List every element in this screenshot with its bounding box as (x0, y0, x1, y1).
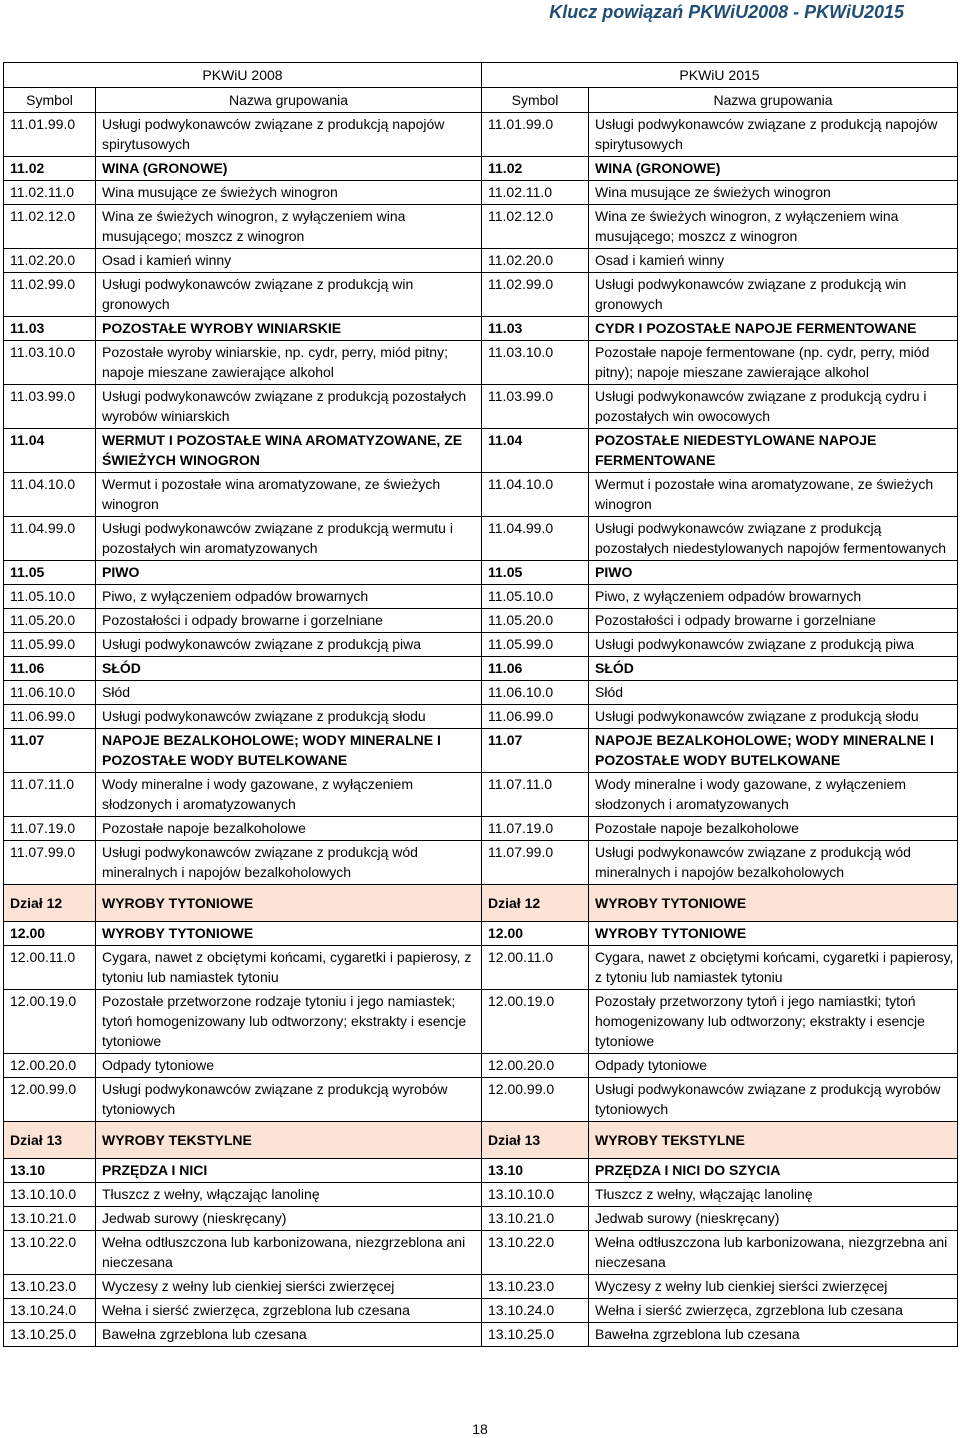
table-row (4, 157, 958, 181)
table-row (4, 317, 958, 341)
symbol-old-cell: 11.06 (4, 657, 96, 681)
table-row (4, 657, 958, 681)
name-new-cell: Cygara, nawet z obciętymi końcami, cygaretki i papierosy, z tytoniu lub namiastek tytoniu (589, 946, 958, 990)
symbol-new-cell: 12.00.19.0 (482, 990, 589, 1054)
name-new-cell: Wełna i sierść zwierzęca, zgrzeblona lub czesana (589, 1299, 958, 1323)
table-body (4, 113, 958, 1347)
name-old-cell: Usługi podwykonawców związane z produkcją pozostałych wyrobów winiarskich (96, 385, 482, 429)
symbol-old-cell: 11.06.10.0 (4, 681, 96, 705)
symbol-new-cell: 11.02 (482, 157, 589, 181)
name-new-header: Nazwa grupowania (589, 88, 958, 113)
name-new-cell: Piwo, z wyłączeniem odpadów browarnych (589, 585, 958, 609)
table-row (4, 249, 958, 273)
name-old-cell: WINA (GRONOWE) (96, 157, 482, 181)
symbol-old-cell: 11.04 (4, 429, 96, 473)
table-row (4, 729, 958, 773)
table-row (4, 1159, 958, 1183)
name-new-cell: WINA (GRONOWE) (589, 157, 958, 181)
symbol-old-cell: 11.02.20.0 (4, 249, 96, 273)
section-row (4, 1122, 958, 1159)
symbol-new-cell: 13.10.10.0 (482, 1183, 589, 1207)
name-new-cell: Tłuszcz z wełny, włączając lanolinę (589, 1183, 958, 1207)
name-old-cell: Usługi podwykonawców związane z produkcją słodu (96, 705, 482, 729)
table-row (4, 609, 958, 633)
name-new-cell: PIWO (589, 561, 958, 585)
name-old-cell: Pozostałe przetworzone rodzaje tytoniu i jego namiastek; tytoń homogenizowany lub odtworzony; ekstrakty i esencje tytoniowe (96, 990, 482, 1054)
name-new-cell: Usługi podwykonawców związane z produkcją pozostałych niedestylowanych napojów fermentowanych (589, 517, 958, 561)
table-row (4, 841, 958, 885)
symbol-new-cell: 11.04.10.0 (482, 473, 589, 517)
symbol-old-cell: 12.00.20.0 (4, 1054, 96, 1078)
table-row (4, 1207, 958, 1231)
symbol-old-cell: 13.10.21.0 (4, 1207, 96, 1231)
table-row (4, 1054, 958, 1078)
table-row (4, 1183, 958, 1207)
symbol-new-cell: 11.04 (482, 429, 589, 473)
classification-key-table (3, 62, 958, 1347)
name-new-cell: Usługi podwykonawców związane z produkcją słodu (589, 705, 958, 729)
name-new-cell: Pozostały przetworzony tytoń i jego namiastki; tytoń homogenizowany lub odtworzony; ekstrakty i esencje tytoniowe (589, 990, 958, 1054)
name-new-cell: Wermut i pozostałe wina aromatyzowane, ze świeżych winogron (589, 473, 958, 517)
symbol-new-cell: 13.10 (482, 1159, 589, 1183)
name-old-cell: POZOSTAŁE WYROBY WINIARSKIE (96, 317, 482, 341)
name-new-cell: Usługi podwykonawców związane z produkcją wyrobów tytoniowych (589, 1078, 958, 1122)
name-new-cell: Wyczesy z wełny lub cienkiej sierści zwierzęcej (589, 1275, 958, 1299)
table-row (4, 946, 958, 990)
symbol-new-cell: 11.01.99.0 (482, 113, 589, 157)
table-row (4, 1231, 958, 1275)
symbol-old-cell: 11.05.99.0 (4, 633, 96, 657)
section-row (4, 885, 958, 922)
table-row (4, 681, 958, 705)
symbol-old-cell: 13.10 (4, 1159, 96, 1183)
table-row (4, 1275, 958, 1299)
name-old-cell: Bawełna zgrzeblona lub czesana (96, 1323, 482, 1347)
symbol-old-cell: 11.02 (4, 157, 96, 181)
name-new-cell: Pozostałe napoje fermentowane (np. cydr, perry, miód pitny); napoje mieszane zawierające alkohol (589, 341, 958, 385)
symbol-old-cell: 13.10.22.0 (4, 1231, 96, 1275)
table-row (4, 773, 958, 817)
name-new-cell: SŁÓD (589, 657, 958, 681)
column-header-row (4, 88, 958, 113)
table-row (4, 705, 958, 729)
table-row (4, 517, 958, 561)
name-old-cell: Wyczesy z wełny lub cienkiej sierści zwierzęcej (96, 1275, 482, 1299)
name-old-cell: Usługi podwykonawców związane z produkcją napojów spirytusowych (96, 113, 482, 157)
table-row (4, 817, 958, 841)
name-old-cell: WYROBY TYTONIOWE (96, 922, 482, 946)
symbol-old-cell: 13.10.25.0 (4, 1323, 96, 1347)
symbol-old-cell: Dział 12 (4, 885, 96, 922)
name-new-cell: Wina ze świeżych winogron, z wyłączeniem wina musującego; moszcz z winogron (589, 205, 958, 249)
symbol-old-cell: 11.03.10.0 (4, 341, 96, 385)
symbol-new-cell: 13.10.25.0 (482, 1323, 589, 1347)
name-new-cell: WYROBY TEKSTYLNE (589, 1122, 958, 1159)
name-old-cell: SŁÓD (96, 657, 482, 681)
symbol-old-cell: 11.05.20.0 (4, 609, 96, 633)
symbol-new-cell: 11.05 (482, 561, 589, 585)
name-new-cell: Pozostałości i odpady browarne i gorzelniane (589, 609, 958, 633)
name-old-cell: Usługi podwykonawców związane z produkcją wód mineralnych i napojów bezalkoholowych (96, 841, 482, 885)
symbol-old-cell: 11.04.10.0 (4, 473, 96, 517)
symbol-new-cell: 11.07.19.0 (482, 817, 589, 841)
symbol-old-header: Symbol (4, 88, 96, 113)
table-row (4, 561, 958, 585)
classification-header-row (4, 63, 958, 88)
name-old-cell: Usługi podwykonawców związane z produkcją wyrobów tytoniowych (96, 1078, 482, 1122)
symbol-old-cell: 11.05.10.0 (4, 585, 96, 609)
symbol-new-cell: 11.06.10.0 (482, 681, 589, 705)
symbol-old-cell: 11.03 (4, 317, 96, 341)
symbol-new-header: Symbol (482, 88, 589, 113)
symbol-new-cell: 13.10.23.0 (482, 1275, 589, 1299)
symbol-new-cell: 13.10.24.0 (482, 1299, 589, 1323)
symbol-new-cell: 11.07.99.0 (482, 841, 589, 885)
name-new-cell: POZOSTAŁE NIEDESTYLOWANE NAPOJE FERMENTOWANE (589, 429, 958, 473)
table-row (4, 385, 958, 429)
old-classification-header: PKWiU 2008 (4, 63, 482, 88)
name-new-cell: Odpady tytoniowe (589, 1054, 958, 1078)
new-classification-header: PKWiU 2015 (482, 63, 958, 88)
name-old-cell: Pozostałości i odpady browarne i gorzelniane (96, 609, 482, 633)
name-new-cell: Usługi podwykonawców związane z produkcją piwa (589, 633, 958, 657)
name-old-cell: Usługi podwykonawców związane z produkcją win gronowych (96, 273, 482, 317)
name-old-cell: Odpady tytoniowe (96, 1054, 482, 1078)
name-new-cell: Pozostałe napoje bezalkoholowe (589, 817, 958, 841)
symbol-new-cell: 11.06.99.0 (482, 705, 589, 729)
name-old-cell: Pozostałe napoje bezalkoholowe (96, 817, 482, 841)
table-row (4, 1299, 958, 1323)
symbol-old-cell: 12.00 (4, 922, 96, 946)
symbol-new-cell: 11.02.99.0 (482, 273, 589, 317)
name-old-cell: Cygara, nawet z obciętymi końcami, cygaretki i papierosy, z tytoniu lub namiastek tytoniu (96, 946, 482, 990)
symbol-new-cell: 12.00.20.0 (482, 1054, 589, 1078)
symbol-new-cell: 12.00.11.0 (482, 946, 589, 990)
symbol-new-cell: 11.06 (482, 657, 589, 681)
name-old-cell: PRZĘDZA I NICI (96, 1159, 482, 1183)
table-row (4, 473, 958, 517)
name-old-cell: Jedwab surowy (nieskręcany) (96, 1207, 482, 1231)
page-number: 18 (472, 1421, 488, 1437)
symbol-old-cell: 11.07 (4, 729, 96, 773)
symbol-new-cell: 11.05.99.0 (482, 633, 589, 657)
table-row (4, 273, 958, 317)
symbol-new-cell: 12.00.99.0 (482, 1078, 589, 1122)
symbol-new-cell: 11.07.11.0 (482, 773, 589, 817)
table-row (4, 922, 958, 946)
name-old-cell: Słód (96, 681, 482, 705)
name-old-cell: WYROBY TEKSTYLNE (96, 1122, 482, 1159)
symbol-new-cell: 11.05.10.0 (482, 585, 589, 609)
table-row (4, 633, 958, 657)
name-new-cell: Bawełna zgrzeblona lub czesana (589, 1323, 958, 1347)
table-row (4, 1078, 958, 1122)
symbol-old-cell: 13.10.23.0 (4, 1275, 96, 1299)
symbol-new-cell: 12.00 (482, 922, 589, 946)
table-row (4, 990, 958, 1054)
symbol-new-cell: 11.02.20.0 (482, 249, 589, 273)
page-header-title: Klucz powiązań PKWiU2008 - PKWiU2015 (549, 2, 904, 22)
table-row (4, 181, 958, 205)
symbol-old-cell: 11.05 (4, 561, 96, 585)
name-new-cell: Usługi podwykonawców związane z produkcją napojów spirytusowych (589, 113, 958, 157)
symbol-new-cell: 11.07 (482, 729, 589, 773)
name-old-header: Nazwa grupowania (96, 88, 482, 113)
name-old-cell: PIWO (96, 561, 482, 585)
symbol-old-cell: 12.00.99.0 (4, 1078, 96, 1122)
symbol-old-cell: 11.02.11.0 (4, 181, 96, 205)
symbol-new-cell: 11.03.10.0 (482, 341, 589, 385)
name-old-cell: Wina ze świeżych winogron, z wyłączeniem wina musującego; moszcz z winogron (96, 205, 482, 249)
name-old-cell: Usługi podwykonawców związane z produkcją wermutu i pozostałych win aromatyzowanych (96, 517, 482, 561)
name-old-cell: WYROBY TYTONIOWE (96, 885, 482, 922)
symbol-old-cell: 11.01.99.0 (4, 113, 96, 157)
symbol-new-cell: 13.10.22.0 (482, 1231, 589, 1275)
symbol-old-cell: 13.10.24.0 (4, 1299, 96, 1323)
symbol-new-cell: 11.05.20.0 (482, 609, 589, 633)
symbol-old-cell: 11.03.99.0 (4, 385, 96, 429)
name-old-cell: Wody mineralne i wody gazowane, z wyłączeniem słodzonych i aromatyzowanych (96, 773, 482, 817)
name-new-cell: Osad i kamień winny (589, 249, 958, 273)
symbol-old-cell: 11.07.99.0 (4, 841, 96, 885)
name-old-cell: Pozostałe wyroby winiarskie, np. cydr, perry, miód pitny; napoje mieszane zawierające alkohol (96, 341, 482, 385)
name-new-cell: Usługi podwykonawców związane z produkcją cydru i pozostałych win owocowych (589, 385, 958, 429)
symbol-new-cell: 13.10.21.0 (482, 1207, 589, 1231)
name-new-cell: WYROBY TYTONIOWE (589, 922, 958, 946)
symbol-old-cell: Dział 13 (4, 1122, 96, 1159)
symbol-old-cell: 13.10.10.0 (4, 1183, 96, 1207)
symbol-old-cell: 11.02.12.0 (4, 205, 96, 249)
name-old-cell: Tłuszcz z wełny, włączając lanolinę (96, 1183, 482, 1207)
name-new-cell: Usługi podwykonawców związane z produkcją win gronowych (589, 273, 958, 317)
table-row (4, 1323, 958, 1347)
table-row (4, 341, 958, 385)
table-row (4, 113, 958, 157)
name-new-cell: Jedwab surowy (nieskręcany) (589, 1207, 958, 1231)
name-new-cell: Wina musujące ze świeżych winogron (589, 181, 958, 205)
symbol-old-cell: 12.00.11.0 (4, 946, 96, 990)
name-new-cell: Usługi podwykonawców związane z produkcją wód mineralnych i napojów bezalkoholowych (589, 841, 958, 885)
name-new-cell: Wełna odtłuszczona lub karbonizowana, niezgrzebna ani nieczesana (589, 1231, 958, 1275)
name-new-cell: NAPOJE BEZALKOHOLOWE; WODY MINERALNE I POZOSTAŁE WODY BUTELKOWANE (589, 729, 958, 773)
table-row (4, 429, 958, 473)
name-old-cell: Wina musujące ze świeżych winogron (96, 181, 482, 205)
name-new-cell: WYROBY TYTONIOWE (589, 885, 958, 922)
symbol-old-cell: 11.04.99.0 (4, 517, 96, 561)
name-old-cell: Wermut i pozostałe wina aromatyzowane, ze świeżych winogron (96, 473, 482, 517)
symbol-new-cell: Dział 13 (482, 1122, 589, 1159)
symbol-new-cell: 11.03.99.0 (482, 385, 589, 429)
symbol-new-cell: 11.02.12.0 (482, 205, 589, 249)
name-old-cell: Wełna odtłuszczona lub karbonizowana, niezgrzeblona ani nieczesana (96, 1231, 482, 1275)
name-new-cell: PRZĘDZA I NICI DO SZYCIA (589, 1159, 958, 1183)
name-old-cell: WERMUT I POZOSTAŁE WINA AROMATYZOWANE, ZE ŚWIEŻYCH WINOGRON (96, 429, 482, 473)
symbol-old-cell: 12.00.19.0 (4, 990, 96, 1054)
symbol-old-cell: 11.02.99.0 (4, 273, 96, 317)
symbol-new-cell: 11.03 (482, 317, 589, 341)
name-new-cell: Słód (589, 681, 958, 705)
symbol-old-cell: 11.07.19.0 (4, 817, 96, 841)
name-new-cell: Wody mineralne i wody gazowane, z wyłączeniem słodzonych i aromatyzowanych (589, 773, 958, 817)
name-old-cell: NAPOJE BEZALKOHOLOWE; WODY MINERALNE I POZOSTAŁE WODY BUTELKOWANE (96, 729, 482, 773)
name-old-cell: Osad i kamień winny (96, 249, 482, 273)
symbol-old-cell: 11.07.11.0 (4, 773, 96, 817)
table-row (4, 585, 958, 609)
name-new-cell: CYDR I POZOSTAŁE NAPOJE FERMENTOWANE (589, 317, 958, 341)
symbol-old-cell: 11.06.99.0 (4, 705, 96, 729)
symbol-new-cell: Dział 12 (482, 885, 589, 922)
name-old-cell: Wełna i sierść zwierzęca, zgrzeblona lub czesana (96, 1299, 482, 1323)
name-old-cell: Piwo, z wyłączeniem odpadów browarnych (96, 585, 482, 609)
symbol-new-cell: 11.04.99.0 (482, 517, 589, 561)
symbol-new-cell: 11.02.11.0 (482, 181, 589, 205)
name-old-cell: Usługi podwykonawców związane z produkcją piwa (96, 633, 482, 657)
table-row (4, 205, 958, 249)
